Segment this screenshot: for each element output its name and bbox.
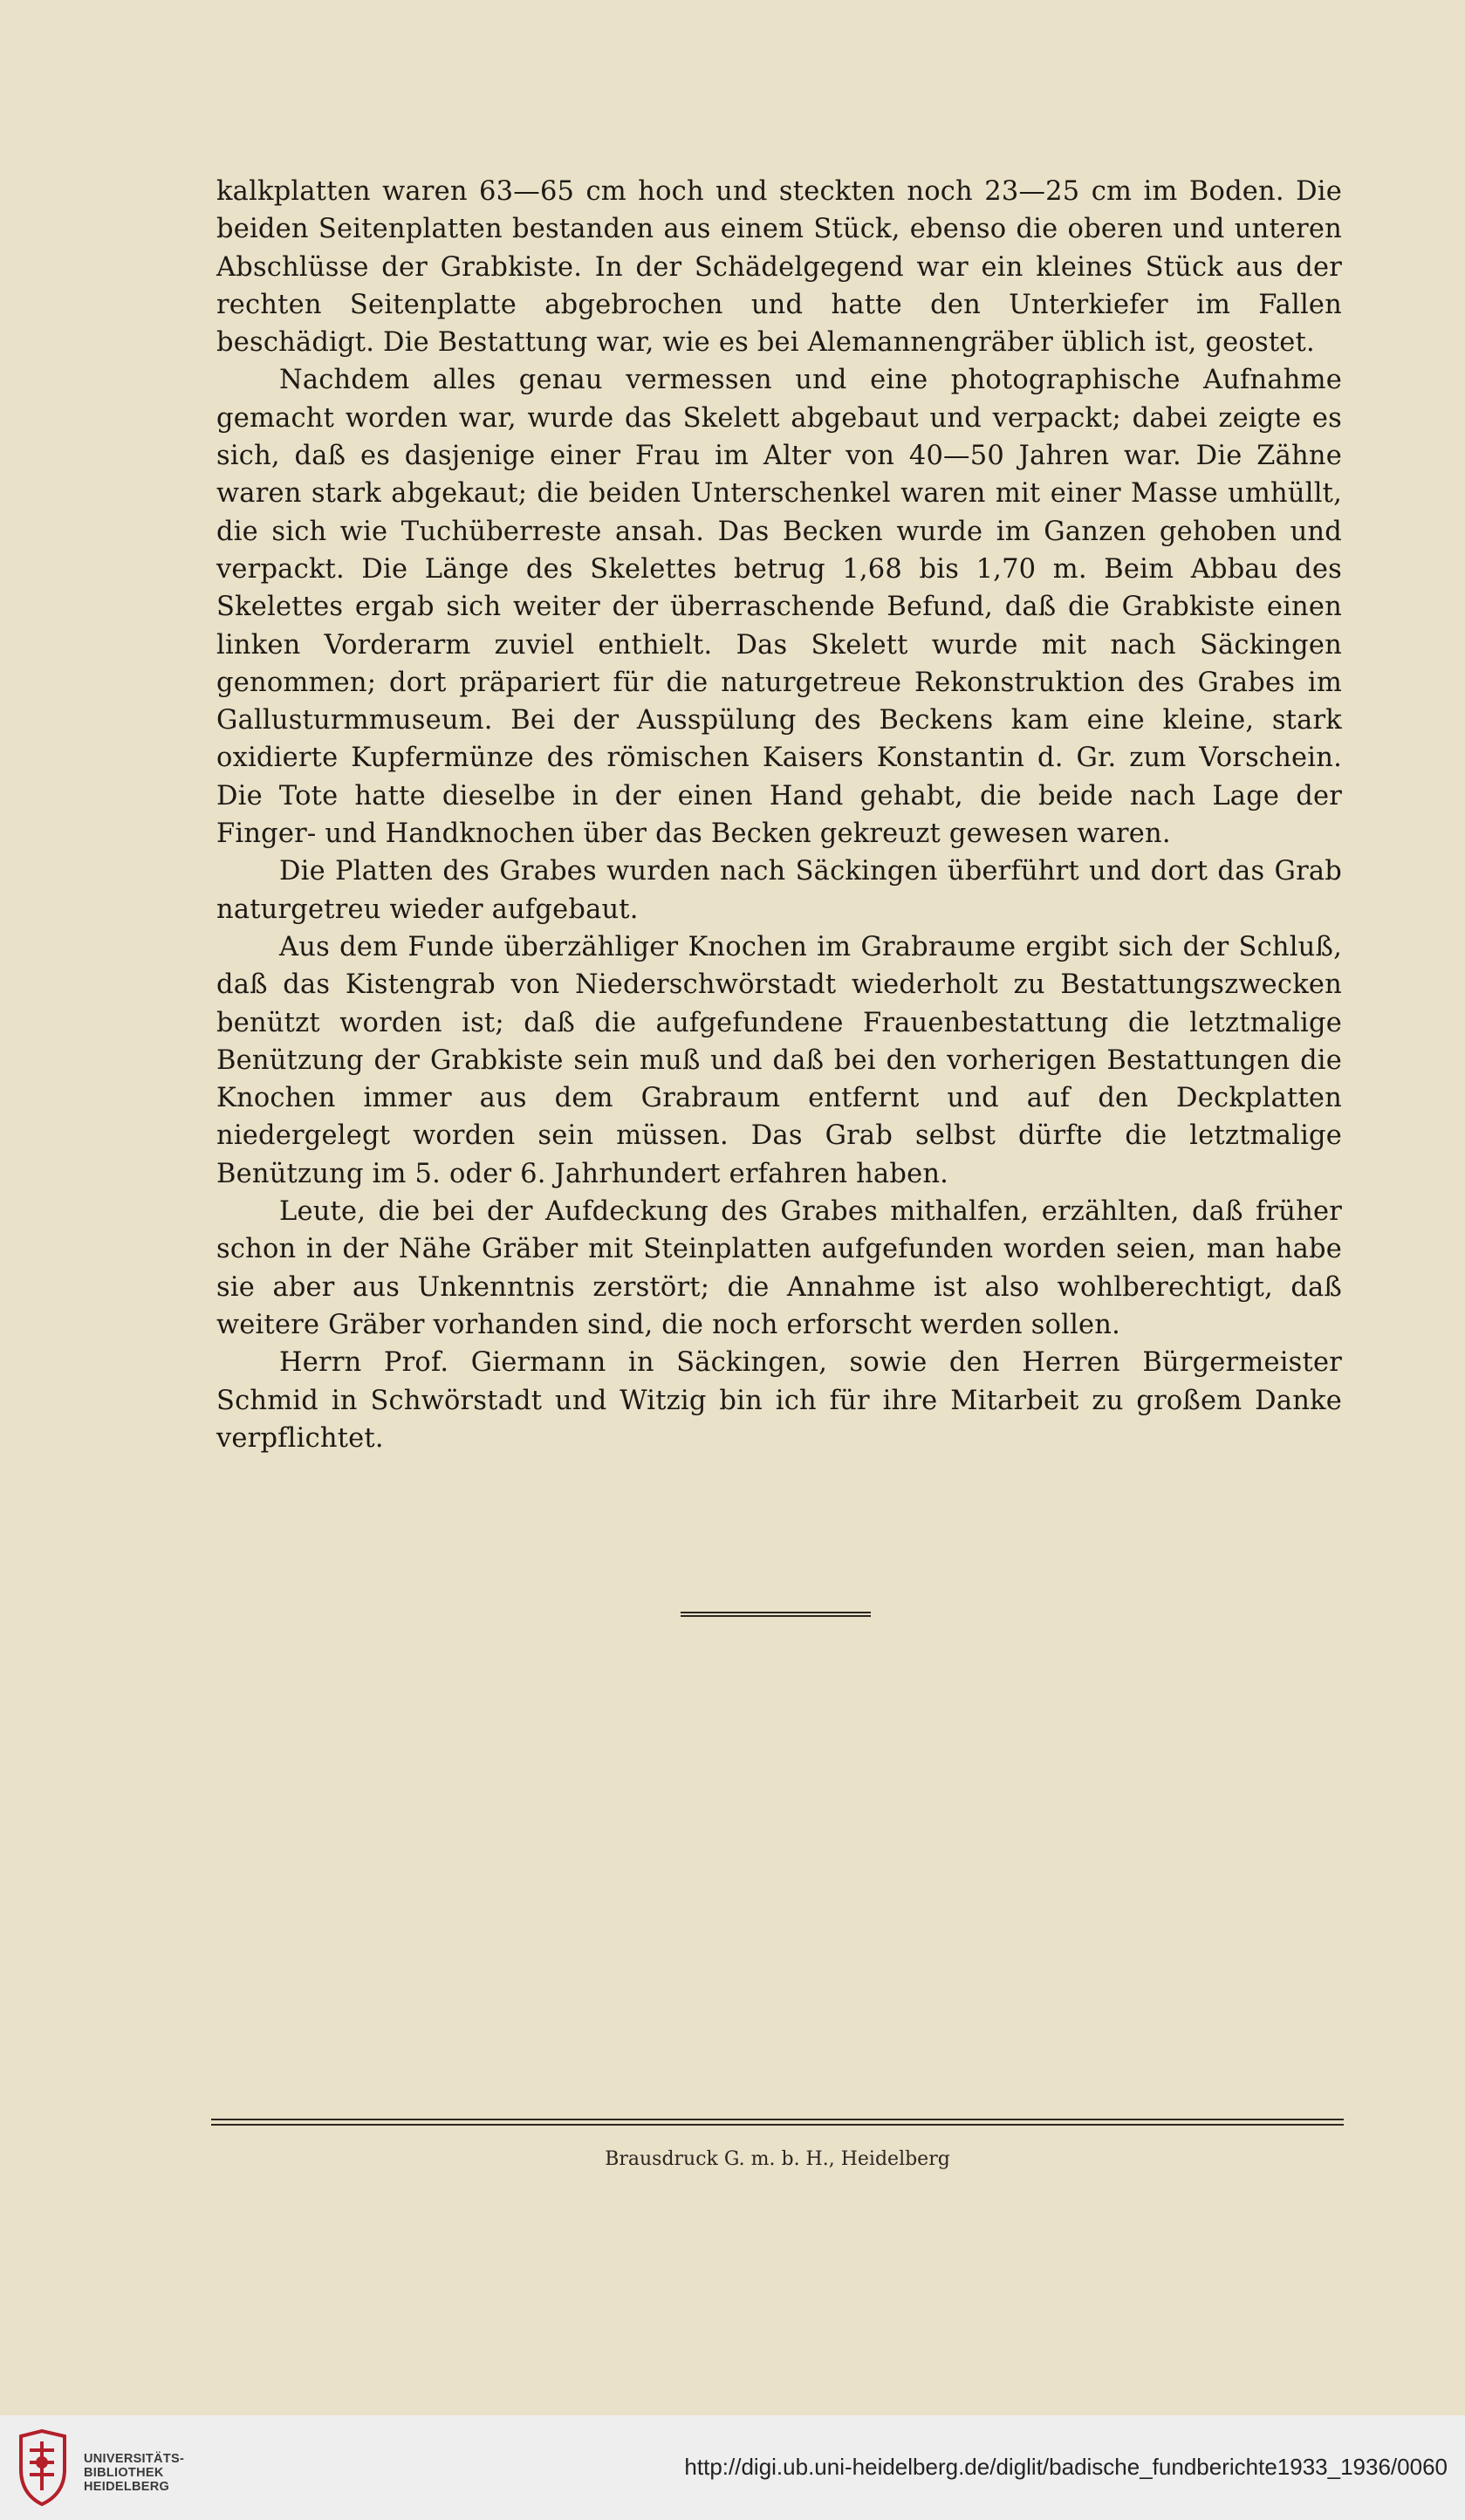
paragraph-2: Nachdem alles genau vermessen und eine photographische Aufnahme gemacht worden war, wurde das Skelett abgebaut und verpackt; dabei zeigte es sich, daß es dasjenige einer Frau im Alter von 40—50 Jahren war. Die Zähne waren stark abgekaut; die beiden Unterschenkel waren mit einer Masse umhüllt, die sich wie Tuchüberreste ansah. Das Becken wurde im Ganzen gehoben und verpackt. Die Länge des Skelettes betrug 1,68 bis 1,70 m. Beim Abbau des Skelettes ergab sich weiter der überraschende Befund, daß die Grabkiste einen linken Vorderarm zuviel enthielt. Das Skelett wurde mit nach Säckingen genommen; dort präpariert für die naturgetreue Rekonstruktion des Grabes im Gallusturmmuseum. Bei der Ausspülung des Beckens kam eine kleine, stark oxidierte Kupfermünze des römischen Kaisers Konstantin d. Gr. zum Vorschein. Die Tote hatte dieselbe in der einen Hand gehabt, die beide nach Lage der Finger- und Handknochen über das Becken gekreuzt gewesen waren. <box>216 365 1342 850</box>
body-text <box>216 173 1342 1457</box>
heidelberg-library-logo-icon <box>16 2429 70 2506</box>
end-of-text-rule <box>681 1612 871 1617</box>
library-name-line-1: UNIVERSITÄTS- <box>84 2452 185 2466</box>
library-footer-bar <box>0 2415 1465 2520</box>
paragraph-5: Leute, die bei der Aufdeckung des Grabes mithalfen, erzählten, daß früher schon in der Nähe Gräber mit Steinplatten aufgefunden worden seien, man habe sie aber aus Unkenntnis zerstört; die Annahme ist also wohlberechtigt, daß weitere Gräber vorhanden sind, die noch erforscht werden sollen. <box>216 1196 1342 1340</box>
paragraph-3: Die Platten des Grabes wurden nach Säckingen überführt und dort das Grab naturgetreu wieder aufgebaut. <box>216 856 1342 925</box>
footer-rule <box>211 2119 1344 2126</box>
printer-imprint: Brausdruck G. m. b. H., Heidelberg <box>605 2148 950 2170</box>
permalink-url[interactable]: http://digi.ub.uni-heidelberg.de/diglit/badische_fundberichte1933_1936/0060 <box>684 2454 1448 2480</box>
library-name-line-3: HEIDELBERG <box>84 2480 170 2494</box>
paragraph-4: Aus dem Funde überzähliger Knochen im Grabraume ergibt sich der Schluß, daß das Kistengrab von Niederschwörstadt wiederholt zu Bestattungszwecken benützt worden ist; daß die aufgefundene Frauenbestattung die letztmalige Benützung der Grabkiste sein muß und daß bei den vorherigen Bestattungen die Knochen immer aus dem Grabraum entfernt und auf den Deckplatten niedergelegt worden sein müssen. Das Grab selbst dürfte die letztmalige Benützung im 5. oder 6. Jahrhundert erfahren haben. <box>216 931 1342 1189</box>
library-name <box>84 2452 184 2494</box>
paragraph-1: kalkplatten waren 63—65 cm hoch und steckten noch 23—25 cm im Boden. Die beiden Seitenplatten bestanden aus einem Stück, ebenso die oberen und unteren Abschlüsse der Grabkiste. In der Schädelgegend war ein kleines Stück aus der rechten Seitenplatte abgebrochen und hatte den Unterkiefer im Fallen beschädigt. Die Bestattung war, wie es bei Alemannengräber üblich ist, geostet. <box>216 176 1342 359</box>
library-name-line-2: BIBLIOTHEK <box>84 2466 164 2480</box>
paragraph-6: Herrn Prof. Giermann in Säckingen, sowie den Herren Bürgermeister Schmid in Schwörstadt und Witzig bin ich für ihre Mitarbeit zu großem Danke verpflichtet. <box>216 1347 1342 1454</box>
